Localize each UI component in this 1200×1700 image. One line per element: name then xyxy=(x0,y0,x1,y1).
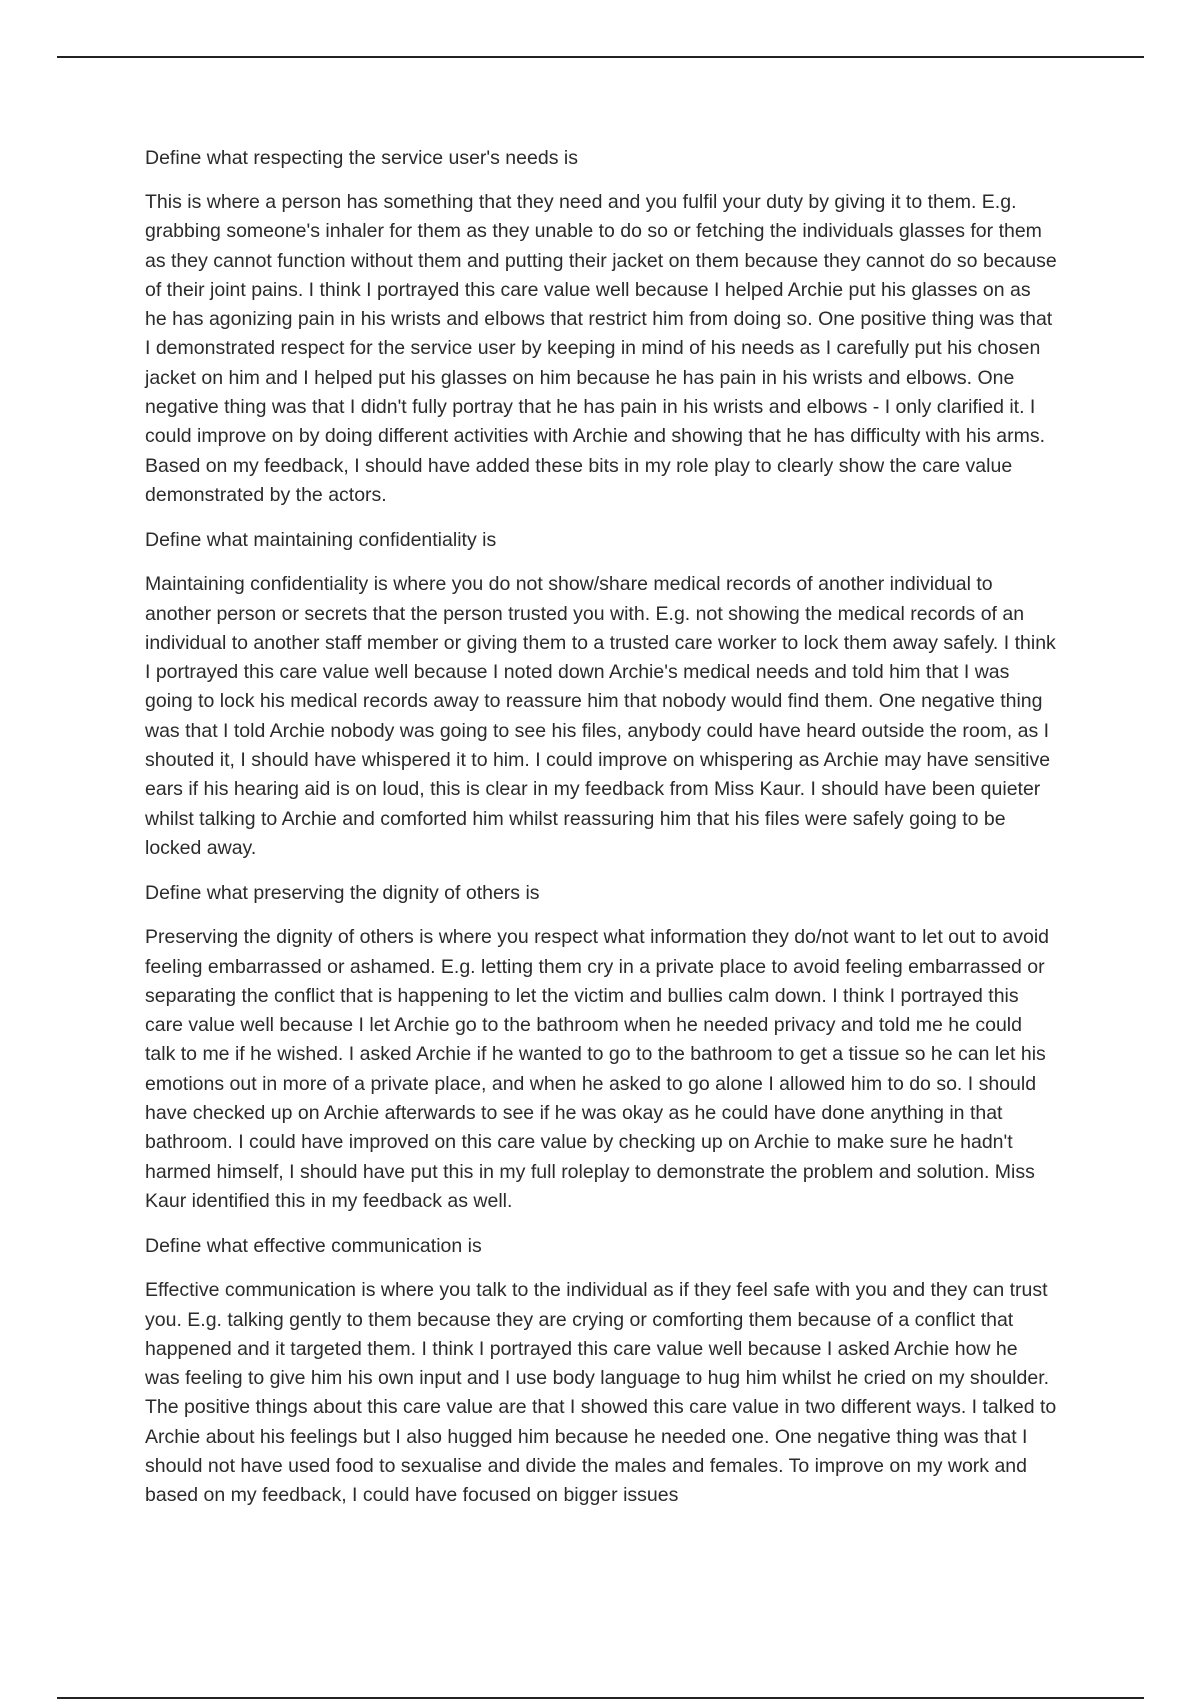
section-dignity xyxy=(145,878,1057,1216)
section-effective-communication xyxy=(145,1231,1057,1510)
section-confidentiality xyxy=(145,525,1057,863)
footer-rule xyxy=(57,1697,1144,1699)
section-paragraph: Effective communication is where you talk to the individual as if they feel safe with you and they can trust you. E.g. talking gently to them because they are crying or comforting them because of a conflict that happened and it targeted them. I think I portrayed this care value well because I asked Archie how he was feeling to give him his own input and I use body language to hug him whilst he cried on my shoulder. The positive things about this care value are that I showed this care value in two different ways. I talked to Archie about his feelings but I also hugged him because he needed one. One negative thing was that I should not have used food to sexualise and divide the males and females. To improve on my work and based on my feedback, I could have focused on bigger issues xyxy=(145,1279,1057,1507)
header-rule xyxy=(57,56,1144,58)
section-paragraph: Preserving the dignity of others is where you respect what information they do/not want to let out to avoid feeling embarrassed or ashamed. E.g. letting them cry in a private place to avoid feeling embarrassed or separating the conflict that is happening to let the victim and bullies calm down. I think I portrayed this care value well because I let Archie go to the bathroom when he needed privacy and told me he could talk to me if he wished. I asked Archie if he wanted to go to the bathroom to get a tissue so he can let his emotions out in more of a private place, and when he asked to go alone I allowed him to do so. I should have checked up on Archie afterwards to see if he was okay as he could have done anything in that bathroom. I could have improved on this care value by checking up on Archie to make sure he hadn't harmed himself, I should have put this in my full roleplay to demonstrate the problem and solution. Miss Kaur identified this in my feedback as well. xyxy=(145,926,1049,1212)
section-paragraph: This is where a person has something that they need and you fulfil your duty by giving it to them. E.g. grabbing someone's inhaler for them as they unable to do so or fetching the individuals glasses for them as they cannot function without them and putting their jacket on them because they cannot do so because of their joint pains. I think I portrayed this care value well because I helped Archie put his glasses on as he has agonizing pain in his wrists and elbows that restrict him from doing so. One positive thing was that I demonstrated respect for the service user by keeping in mind of his needs as I carefully put his chosen jacket on him and I helped put his glasses on him because he has pain in his wrists and elbows. One negative thing was that I didn't fully portray that he has pain in his wrists and elbows - I only clarified it. I could improve on by doing different activities with Archie and showing that he has difficulty with his arms. Based on my feedback, I should have added these bits in my role play to clearly show the care value demonstrated by the actors. xyxy=(145,191,1057,506)
document-body xyxy=(145,143,1057,1526)
section-heading: Define what maintaining confidentiality is xyxy=(145,529,497,552)
section-paragraph: Maintaining confidentiality is where you do not show/share medical records of another individual to another person or secrets that the person trusted you with. E.g. not showing the medical records of an individual to another staff member or giving them to a trusted care worker to lock them away safely. I think I portrayed this care value well because I noted down Archie's medical needs and told him that I was going to lock his medical records away to reassure him that nobody would find them. One negative thing was that I told Archie nobody was going to see his files, anybody could have heard outside the room, as I shouted it, I should have whispered it to him. I could improve on whispering as Archie may have sensitive ears if his hearing aid is on loud, this is clear in my feedback from Miss Kaur. I should have been quieter whilst talking to Archie and comforted him whilst reassuring him that his files were safely going to be locked away. xyxy=(145,573,1056,859)
section-heading: Define what effective communication is xyxy=(145,1235,482,1258)
section-service-user-needs xyxy=(145,143,1057,510)
section-heading: Define what respecting the service user's needs is xyxy=(145,147,578,169)
section-heading: Define what preserving the dignity of others is xyxy=(145,882,540,905)
